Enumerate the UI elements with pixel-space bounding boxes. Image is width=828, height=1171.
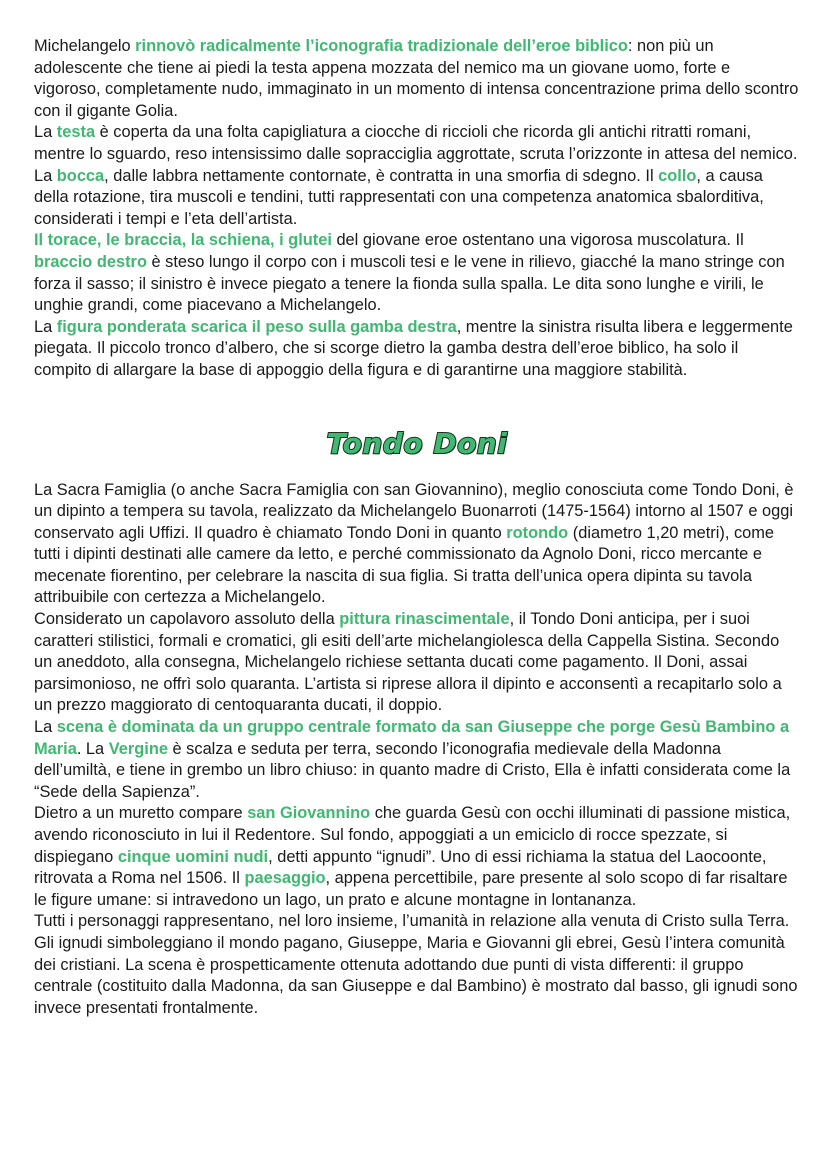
paragraph-tondo-background (34, 803, 800, 911)
highlighted-text: bocca (56, 166, 105, 185)
paragraph-david-pose (34, 317, 800, 382)
highlighted-text: figura ponderata scarica il peso sulla gamba destra (56, 317, 457, 336)
body-text: è coperta da una folta capigliatura a ciocche di riccioli che ricorda gli antichi ritratti romani, mentre lo sguardo, reso intensissimo dalle sopracciglia aggrottate, scruta l’orizzonte in attesa del nemico. La (34, 123, 798, 185)
paragraph-tondo-meaning (34, 911, 800, 1019)
section-heading: Tondo Doni (326, 426, 508, 460)
body-text: La Sacra Famiglia (o anche Sacra Famiglia con san Giovannino), meglio conosciuta come Tondo Doni, è un dipinto a tempera su tavola, realizzato da Michelangelo Buonarroti (1475-1564) intorno al 1507 e oggi conservato agli Uffizi. Il quadro è chiamato Tondo Doni in quanto (34, 480, 794, 542)
highlighted-text: Vergine (108, 739, 168, 758)
body-text: Considerato un capolavoro assoluto della (34, 610, 340, 629)
highlighted-text: scena è dominata da un gruppo centrale formato da san Giuseppe che porge Gesù Bambino a Maria (34, 718, 790, 758)
body-text: , il Tondo Doni anticipa, per i suoi caratteri stilistici, formali e cromatici, gli esiti dell’arte michelangiolesca della Cappella Sistina. Secondo un aneddoto, alla consegna, Michelangelo richiese settanta ducati come pagamento. Il Doni, assai parsimonioso, ne offrì solo quaranta. L’artista si riprese allora il dipinto e acconsentì a recapitarlo solo a un prezzo maggiorato di centoquaranta ducati, il doppio. (34, 610, 782, 715)
body-text: (diametro 1,20 metri), come tutti i dipinti destinati alle camere da letto, e perché commissionato da Agnolo Doni, ricco mercante e mecenate fiorentino, per celebrare la nascita di sua figlia. Si tratta dell’unica opera dipinta su tavola attribuibile con certezza a Michelangelo. (34, 523, 775, 607)
body-text: La (34, 718, 57, 737)
highlighted-text: collo (658, 166, 697, 185)
highlighted-text: cinque uomini nudi (117, 847, 269, 866)
body-text: , appena percettibile, pare presente al solo scopo di far risaltare le figure umane: si intravedono un lago, un prato e alcune montagne in lontananza. (34, 869, 788, 909)
body-text: è steso lungo il corpo con i muscoli tesi e le vene in rilievo, giacché la mano stringe con forza il sasso; il sinistro è invece piegato a tenere la fionda sulla spalla. Le dita sono lunghe e virili, le unghie grandi, come piacevano a Michelangelo. (34, 252, 785, 315)
body-text: Michelangelo (34, 37, 136, 55)
body-text: La (34, 317, 57, 336)
highlighted-text: Il torace, le braccia, la schiena, i glutei (34, 231, 332, 250)
document-page (34, 36, 800, 1019)
paragraph-david-torso (34, 230, 800, 316)
paragraph-tondo-intro (34, 480, 800, 610)
highlighted-text: braccio destro (34, 252, 147, 271)
highlighted-text: paesaggio (244, 869, 326, 888)
paragraph-tondo-scene (34, 717, 800, 803)
highlighted-text: rinnovò radicalmente l’iconografia tradizionale dell’eroe biblico (135, 37, 628, 55)
body-text: , a causa della rotazione, tira muscoli e tendini, tutti rappresentati con una competenza anatomica sbalorditiva, considerati i tempi e l’eta dell’artista. (34, 166, 764, 228)
body-text: che guarda Gesù con occhi illuminati di passione mistica, avendo riconosciuto in lui il Redentore. Sul fondo, appoggiati a un emiciclo di rocce spezzate, si dispiegano (34, 804, 791, 866)
body-text: è scalza e seduta per terra, secondo l’iconografia medievale della Madonna dell’umiltà, e tiene in grembo un libro chiuso: in quanto madre di Cristo, Ella è infatti considerata come la “Sede della Sapienza”. (34, 739, 791, 801)
highlighted-text: rotondo (506, 523, 569, 542)
body-text: Tutti i personaggi rappresentano, nel loro insieme, l’umanità in relazione alla venuta di Cristo sulla Terra. Gli ignudi simboleggiano il mondo pagano, Giuseppe, Maria e Giovanni gli ebrei, Gesù l’intera comunità dei cristiani. La scena è prospetticamente ottenuta adottando due punti di vista differenti: il gruppo centrale (costituito dalla Madonna, da san Giuseppe e dal Bambino) è mostrato dal basso, gli ignudi sono invece presentati frontalmente. (34, 912, 798, 1017)
paragraph-david-intro (34, 36, 800, 122)
highlighted-text: testa (56, 123, 96, 142)
body-text: , dalle labbra nettamente contornate, è contratta in una smorfia di sdegno. Il (104, 166, 659, 185)
body-text: La (34, 123, 57, 142)
body-text: del giovane eroe ostentano una vigorosa muscolatura. Il (331, 231, 744, 250)
highlighted-text: pittura rinascimentale (339, 610, 510, 629)
section-heading-wrap (34, 424, 800, 464)
highlighted-text: san Giovannino (247, 804, 371, 823)
body-text: Dietro a un muretto compare (34, 804, 248, 823)
body-text: : non più un adolescente che tiene ai piedi la testa appena mozzata del nemico ma un giovane uomo, forte e vigoroso, completamente nudo, immaginato in un momento di intensa concentrazione prima dello scontro con il gigante Golia. (34, 37, 799, 120)
paragraph-tondo-masterpiece (34, 609, 800, 717)
body-text: , mentre la sinistra risulta libera e leggermente piegata. Il piccolo tronco d’albero, che si scorge dietro la gamba destra dell’eroe biblico, ha solo il compito di allargare la base di appoggio della figura e di garantirne una maggiore stabilità. (34, 317, 793, 379)
paragraph-david-head (34, 122, 800, 230)
body-text: . La (76, 739, 109, 758)
body-text: , detti appunto “ignudi”. Uno di essi richiama la statua del Laocoonte, ritrovata a Roma nel 1506. Il (34, 847, 767, 888)
